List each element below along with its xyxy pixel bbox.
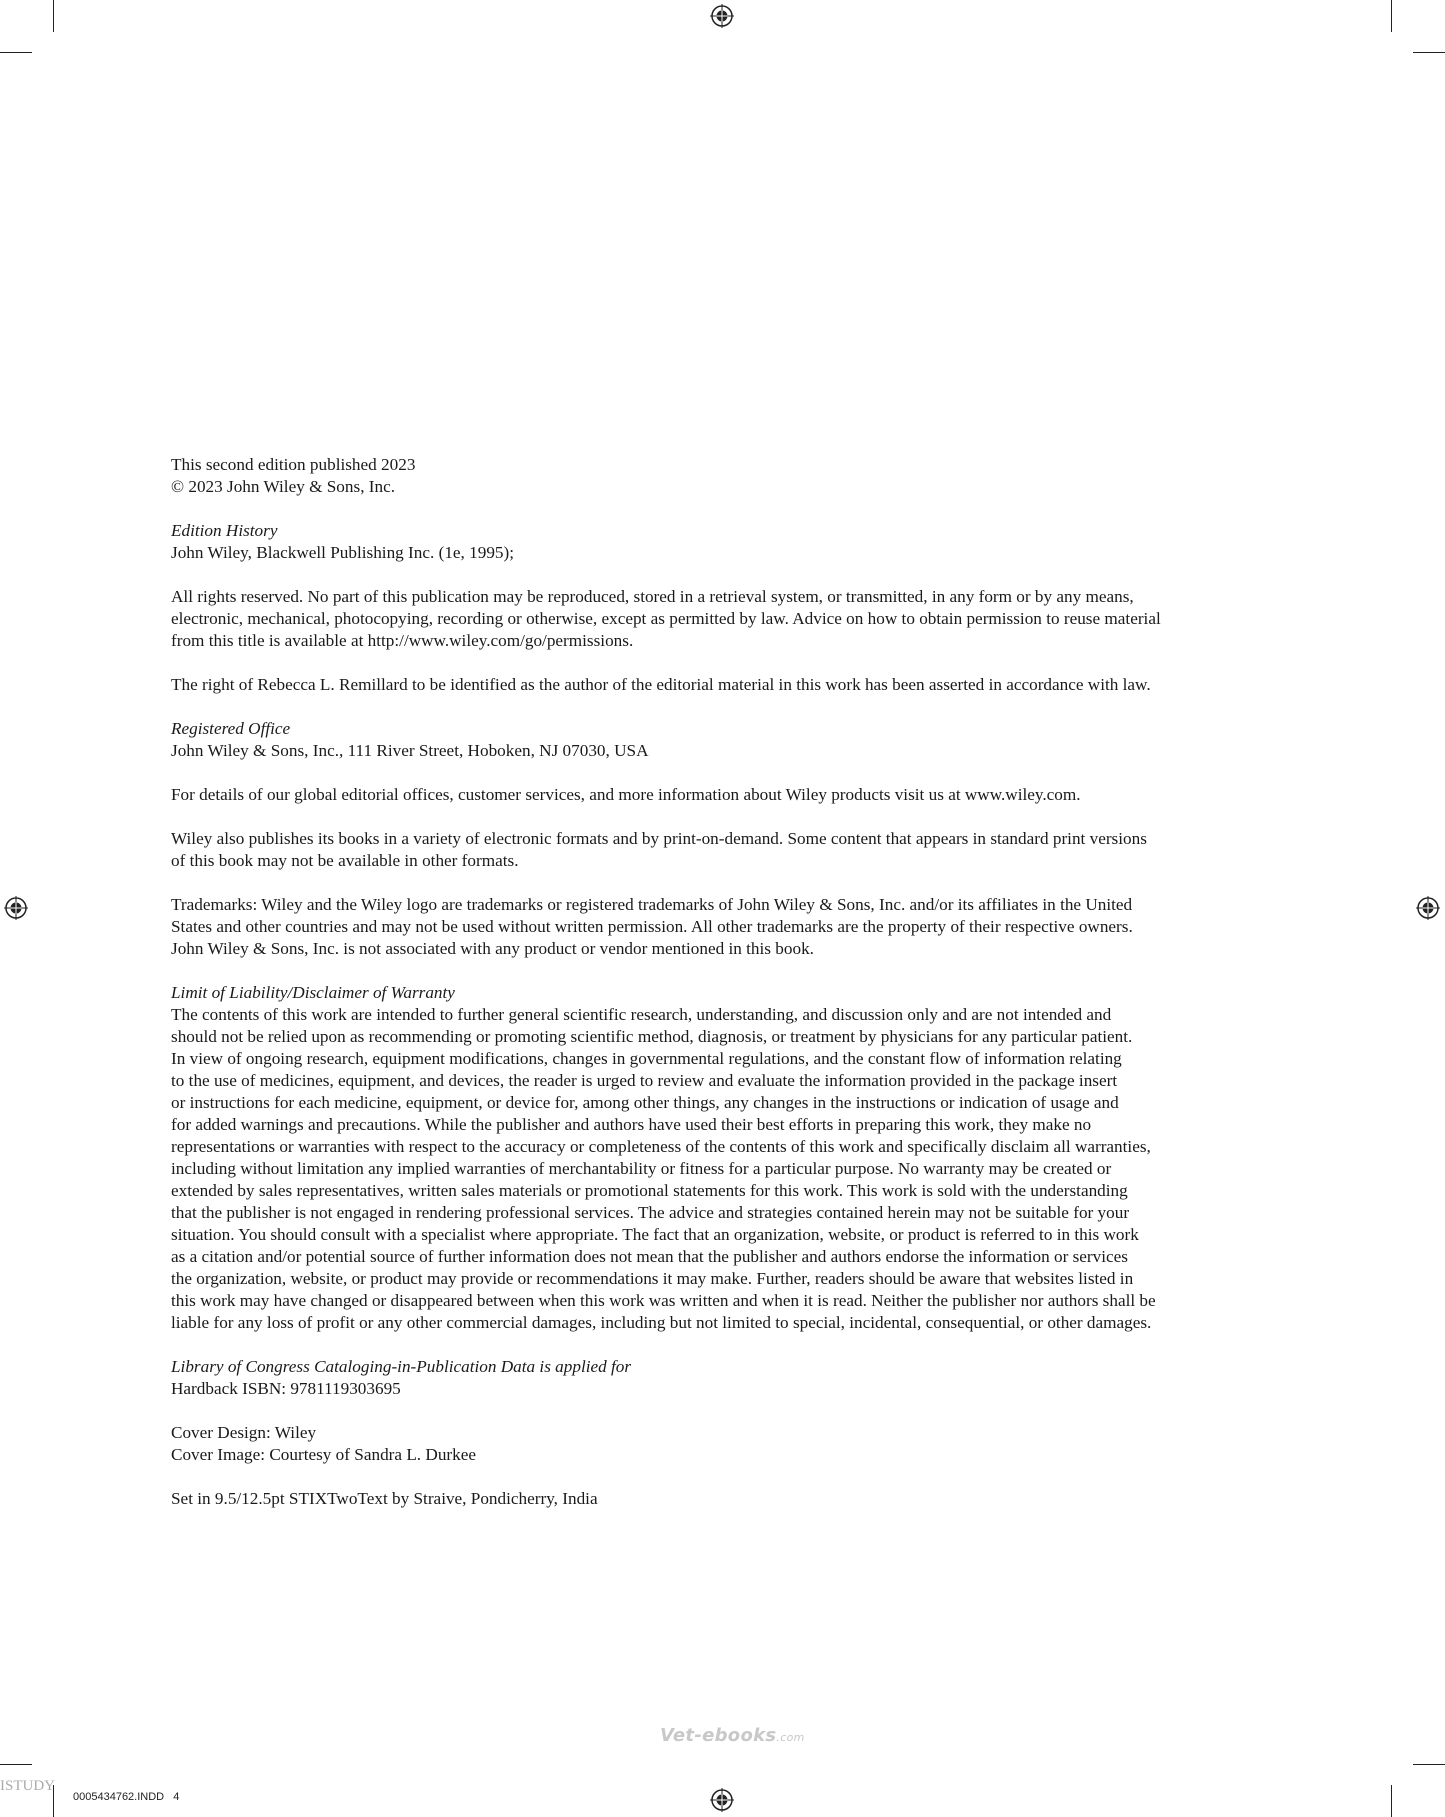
isbn-text: Hardback ISBN: 9781119303695 — [171, 1379, 401, 1398]
trademarks-block — [171, 894, 1261, 960]
crop-mark-top-right-h — [1413, 52, 1445, 53]
cataloging-heading: Library of Congress Cataloging-in-Publication Data is applied for — [171, 1357, 632, 1376]
copyright-block — [171, 454, 1261, 498]
warranty-heading: Limit of Liability/Disclaimer of Warranty — [171, 983, 455, 1002]
crop-mark-bottom-right-h — [1413, 1764, 1445, 1765]
author-right-block — [171, 674, 1261, 696]
cataloging-block — [171, 1356, 1261, 1400]
warranty-line: situation. You should consult with a specialist where appropriate. The fact that an organization, website, or product is referred to in this work — [171, 1225, 1139, 1244]
trademarks-line: Trademarks: Wiley and the Wiley logo are trademarks or registered trademarks of John Wiley & Sons, Inc. and/or its affiliates in the United — [171, 895, 1133, 914]
registration-mark-left-icon — [4, 896, 28, 920]
warranty-line: liable for any loss of profit or any other commercial damages, including but not limited to special, incidental, consequential, or other damages. — [171, 1313, 1152, 1332]
rights-line: All rights reserved. No part of this publication may be reproduced, stored in a retrieval system, or transmitted, in any form or by any means, — [171, 587, 1134, 606]
warranty-line: including without limitation any implied warranties of merchantability or fitness for a particular purpose. No warranty may be created or — [171, 1159, 1112, 1178]
edition-history-block — [171, 520, 1261, 564]
global-offices-block — [171, 784, 1261, 806]
cover-design-text: Cover Design: Wiley — [171, 1423, 317, 1442]
warranty-line: extended by sales representatives, written sales materials or promotional statements for this work. This work is sold with the understanding — [171, 1181, 1128, 1200]
crop-mark-top-right-v — [1391, 0, 1392, 32]
cover-image-text: Cover Image: Courtesy of Sandra L. Durkee — [171, 1445, 476, 1464]
crop-mark-top-left-v — [53, 0, 54, 32]
registration-mark-top-icon — [710, 4, 734, 28]
trademarks-line: John Wiley & Sons, Inc. is not associated with any product or vendor mentioned in this book. — [171, 939, 814, 958]
watermark-suffix: .com — [776, 1731, 805, 1744]
edition-history-heading: Edition History — [171, 521, 278, 540]
warranty-line: the organization, website, or product may provide or recommendations it may make. Further, readers should be aware that websites listed in — [171, 1269, 1134, 1288]
warranty-line: that the publisher is not engaged in rendering professional services. The advice and strategies contained herein may not be suitable for your — [171, 1203, 1130, 1222]
warranty-line: for added warnings and precautions. While the publisher and authors have used their best efforts in preparing this work, they make no — [171, 1115, 1092, 1134]
formats-line: Wiley also publishes its books in a variety of electronic formats and by print-on-demand. Some content that appears in standard print versions — [171, 829, 1147, 848]
rights-line: electronic, mechanical, photocopying, recording or otherwise, except as permitted by law. Advice on how to obtain permission to reuse material — [171, 609, 1161, 628]
warranty-line: to the use of medicines, equipment, and devices, the reader is urged to review and evaluate the information provided in the package insert — [171, 1071, 1118, 1090]
registered-office-block — [171, 718, 1261, 762]
rights-line: from this title is available at http://www.wiley.com/go/permissions. — [171, 631, 634, 650]
crop-mark-bottom-left-h — [0, 1764, 32, 1765]
trademarks-line: States and other countries and may not be used without written permission. All other trademarks are the property of their respective owners. — [171, 917, 1133, 936]
footer-file-label: 0005434762.INDD 4 — [73, 1791, 180, 1803]
crop-mark-top-left-h — [0, 52, 32, 53]
warranty-line: In view of ongoing research, equipment modifications, changes in governmental regulations, and the constant flow of information relating — [171, 1049, 1122, 1068]
warranty-line: The contents of this work are intended to further general scientific research, understanding, and discussion only and are not intended and — [171, 1005, 1112, 1024]
warranty-block — [171, 982, 1261, 1334]
watermark-logo — [660, 1725, 805, 1746]
author-right-text: The right of Rebecca L. Remillard to be identified as the author of the editorial material in this work has been asserted in accordance with law. — [171, 675, 1151, 694]
formats-line: of this book may not be available in other formats. — [171, 851, 519, 870]
corner-stamp: ISTUDY — [0, 1778, 55, 1794]
registration-mark-bottom-icon — [710, 1788, 734, 1812]
copyright-line: © 2023 John Wiley & Sons, Inc. — [171, 477, 396, 496]
edition-history-text: John Wiley, Blackwell Publishing Inc. (1e, 1995); — [171, 543, 515, 562]
edition-line: This second edition published 2023 — [171, 455, 416, 474]
rights-block — [171, 586, 1261, 652]
warranty-line: or instructions for each medicine, equipment, or device for, among other things, any changes in the instructions or indication of usage and — [171, 1093, 1119, 1112]
cover-block — [171, 1422, 1261, 1466]
registration-mark-right-icon — [1416, 896, 1440, 920]
watermark-brand: Vet-ebooks — [660, 1725, 777, 1746]
global-offices-text: For details of our global editorial offices, customer services, and more information about Wiley products visit us at www.wiley.com. — [171, 785, 1081, 804]
warranty-line: should not be relied upon as recommending or promoting scientific method, diagnosis, or treatment by physicians for any particular patient. — [171, 1027, 1133, 1046]
warranty-line: representations or warranties with respect to the accuracy or completeness of the contents of this work and specifically disclaim all warranties, — [171, 1137, 1151, 1156]
warranty-line: as a citation and/or potential source of further information does not mean that the publisher and authors endorse the information or services — [171, 1247, 1128, 1266]
typeset-text: Set in 9.5/12.5pt STIXTwoText by Straive, Pondicherry, India — [171, 1489, 598, 1508]
typeset-block — [171, 1488, 1261, 1510]
copyright-page-content — [171, 454, 1261, 1532]
formats-block — [171, 828, 1261, 872]
registered-office-address: John Wiley & Sons, Inc., 111 River Street, Hoboken, NJ 07030, USA — [171, 741, 649, 760]
warranty-line: this work may have changed or disappeared between when this work was written and when it is read. Neither the publisher nor authors shall be — [171, 1291, 1156, 1310]
crop-mark-bottom-right-v — [1391, 1785, 1392, 1817]
registered-office-heading: Registered Office — [171, 719, 291, 738]
